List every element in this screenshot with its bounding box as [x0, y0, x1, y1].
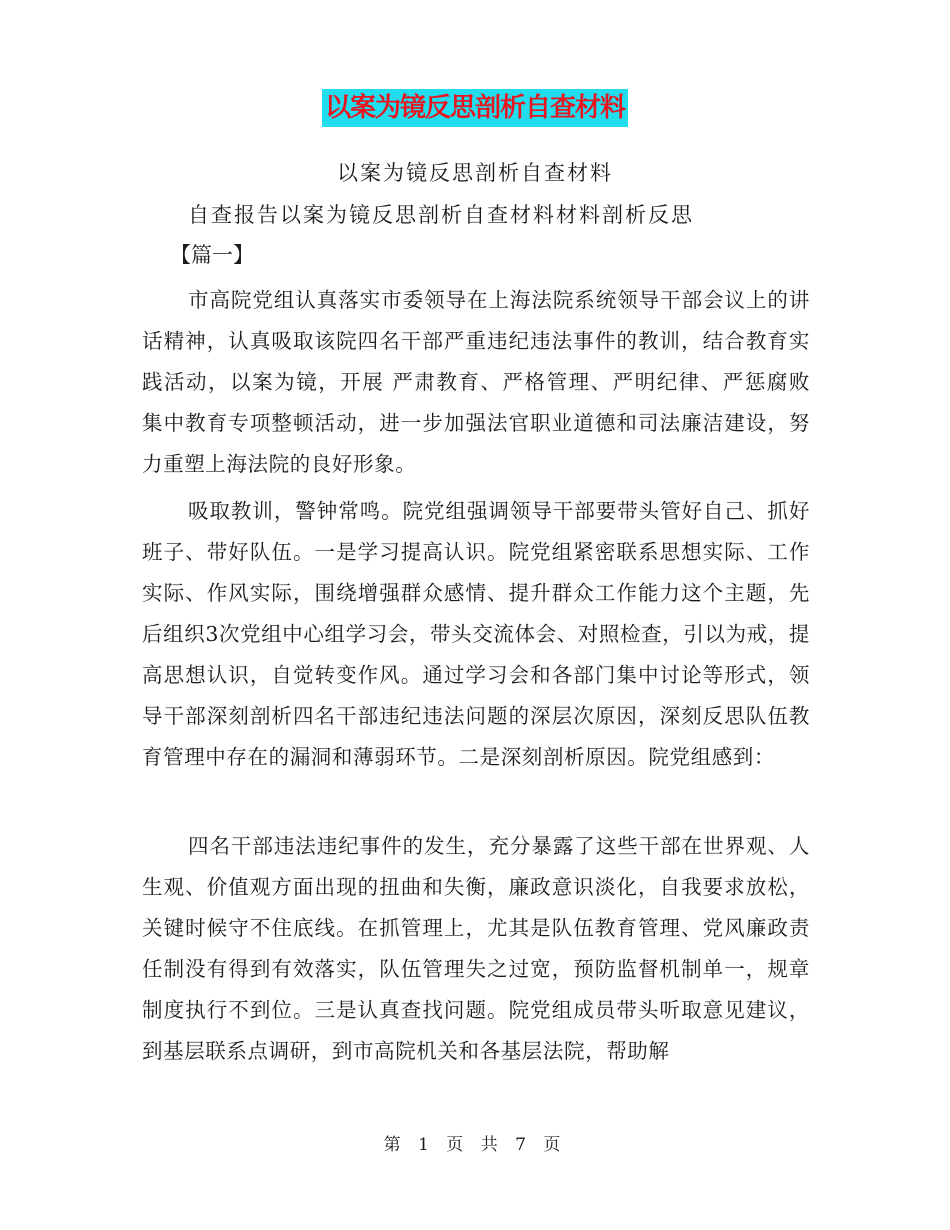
document-title: 以案为镜反思剖析自查材料 — [337, 161, 613, 185]
banner-container — [0, 89, 950, 127]
paragraph-1: 市高院党组认真落实市委领导在上海法院系统领导干部会议上的讲话精神，认真吸取该院四名干部严重违纪违法事件的教训，结合教育实践活动，以案为镜，开展 严肃教育、严格管理、严明纪律、严惩腐败 集中教育专项整顿活动，进一步加强法官职业道德和司法廉洁建设，努力重塑上海法院的良好形象。 — [142, 288, 810, 476]
paragraph-2: 吸取教训，警钟常鸣。院党组强调领导干部要带头管好自己、抓好班子、带好队伍。一是学习提高认识。院党组紧密联系思想实际、工作实际、作风实际，围绕增强群众感情、提升群众工作能力这个主题，先后组织3次党组中心组学习会，带头交流体会、对照检查，引以为戒，提高思想认识，自觉转变作风。通过学习会和各部门集中讨论等形式，领导干部深刻剖析四名干部违纪违法问题的深层次原因，深刻反思队伍教育管理中存在的漏洞和薄弱环节。二是深刻剖析原因。院党组感到： — [142, 499, 810, 769]
page-footer: 第 1 页 共 7 页 — [383, 1135, 567, 1155]
section-heading: 【篇一】 — [170, 243, 254, 267]
banner-title: 以案为镜反思剖析自查材料 — [322, 89, 628, 127]
paragraph-3: 四名干部违法违纪事件的发生，充分暴露了这些干部在世界观、人生观、价值观方面出现的扭曲和失衡，廉政意识淡化，自我要求放松，关键时候守不住底线。在抓管理上，尤其是队伍教育管理、党风廉政责任制没有得到有效落实，队伍管理失之过宽，预防监督机制单一，规章制度执行不到位。三是认真查找问题。院党组成员带头听取意见建议，到基层联系点调研，到市高院机关和各基层法院，帮助解 — [142, 834, 810, 1063]
keywords-line: 自查报告以案为镜反思剖析自查材料材料剖析反思 — [188, 203, 694, 227]
